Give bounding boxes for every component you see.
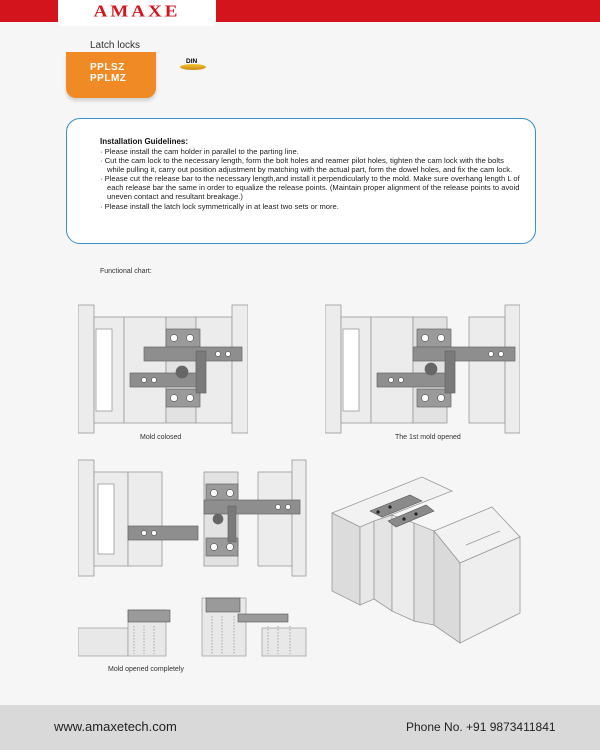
mold-opened-completely-diagram bbox=[78, 458, 308, 658]
mold-closed-diagram bbox=[78, 303, 248, 435]
guidelines-title: Installation Guidelines: bbox=[100, 137, 189, 146]
installation-guidelines-box bbox=[66, 118, 536, 244]
footer-website-link[interactable]: www.amaxetech.com bbox=[54, 719, 177, 734]
footer-phone: Phone No. +91 9873411841 bbox=[406, 720, 556, 734]
caption-mold-closed: Mold colosed bbox=[140, 434, 182, 441]
logo-text: AMAXE bbox=[93, 2, 181, 22]
din-badge-text: DIN bbox=[186, 58, 198, 65]
footer-bar bbox=[0, 705, 600, 750]
guideline-item: · Cut the cam lock to the necessary length, form the bolt holes and reamer pilot holes, tighten the cam lock with the bolts while pulling it, carry out position adjustment by matching with the actual part, form the dowel holes, and fix the cam lock. bbox=[100, 156, 513, 175]
caption-first-mold-opened: The 1st mold opened bbox=[395, 434, 461, 441]
guideline-item: · Please install the latch lock symmetrically in at least two sets or more. bbox=[100, 201, 339, 211]
brand-logo[interactable] bbox=[58, 0, 216, 26]
guideline-item: · Please install the cam holder in parallel to the parting line. bbox=[100, 147, 299, 156]
product-code-2: PPLMZ bbox=[90, 73, 127, 84]
guideline-item: · Please cut the release bar to the necessary length,and install it perpendicularly to the mold. Make sure overhang length L of each release bar the same in order to equalize the release points. (Maintain proper alignment of the release points to avoid uneven contact and resultant breakage.) bbox=[100, 174, 520, 202]
product-code-tab bbox=[66, 52, 156, 98]
first-mold-opened-diagram bbox=[325, 303, 520, 435]
din-standard-badge bbox=[176, 58, 208, 71]
product-code-1: PPLSZ bbox=[90, 62, 125, 73]
caption-mold-opened-completely: Mold opened completely bbox=[108, 666, 184, 673]
product-category: Latch locks bbox=[90, 40, 141, 51]
isometric-mold-view bbox=[330, 475, 522, 645]
functional-chart-label: Functional chart: bbox=[100, 268, 152, 275]
